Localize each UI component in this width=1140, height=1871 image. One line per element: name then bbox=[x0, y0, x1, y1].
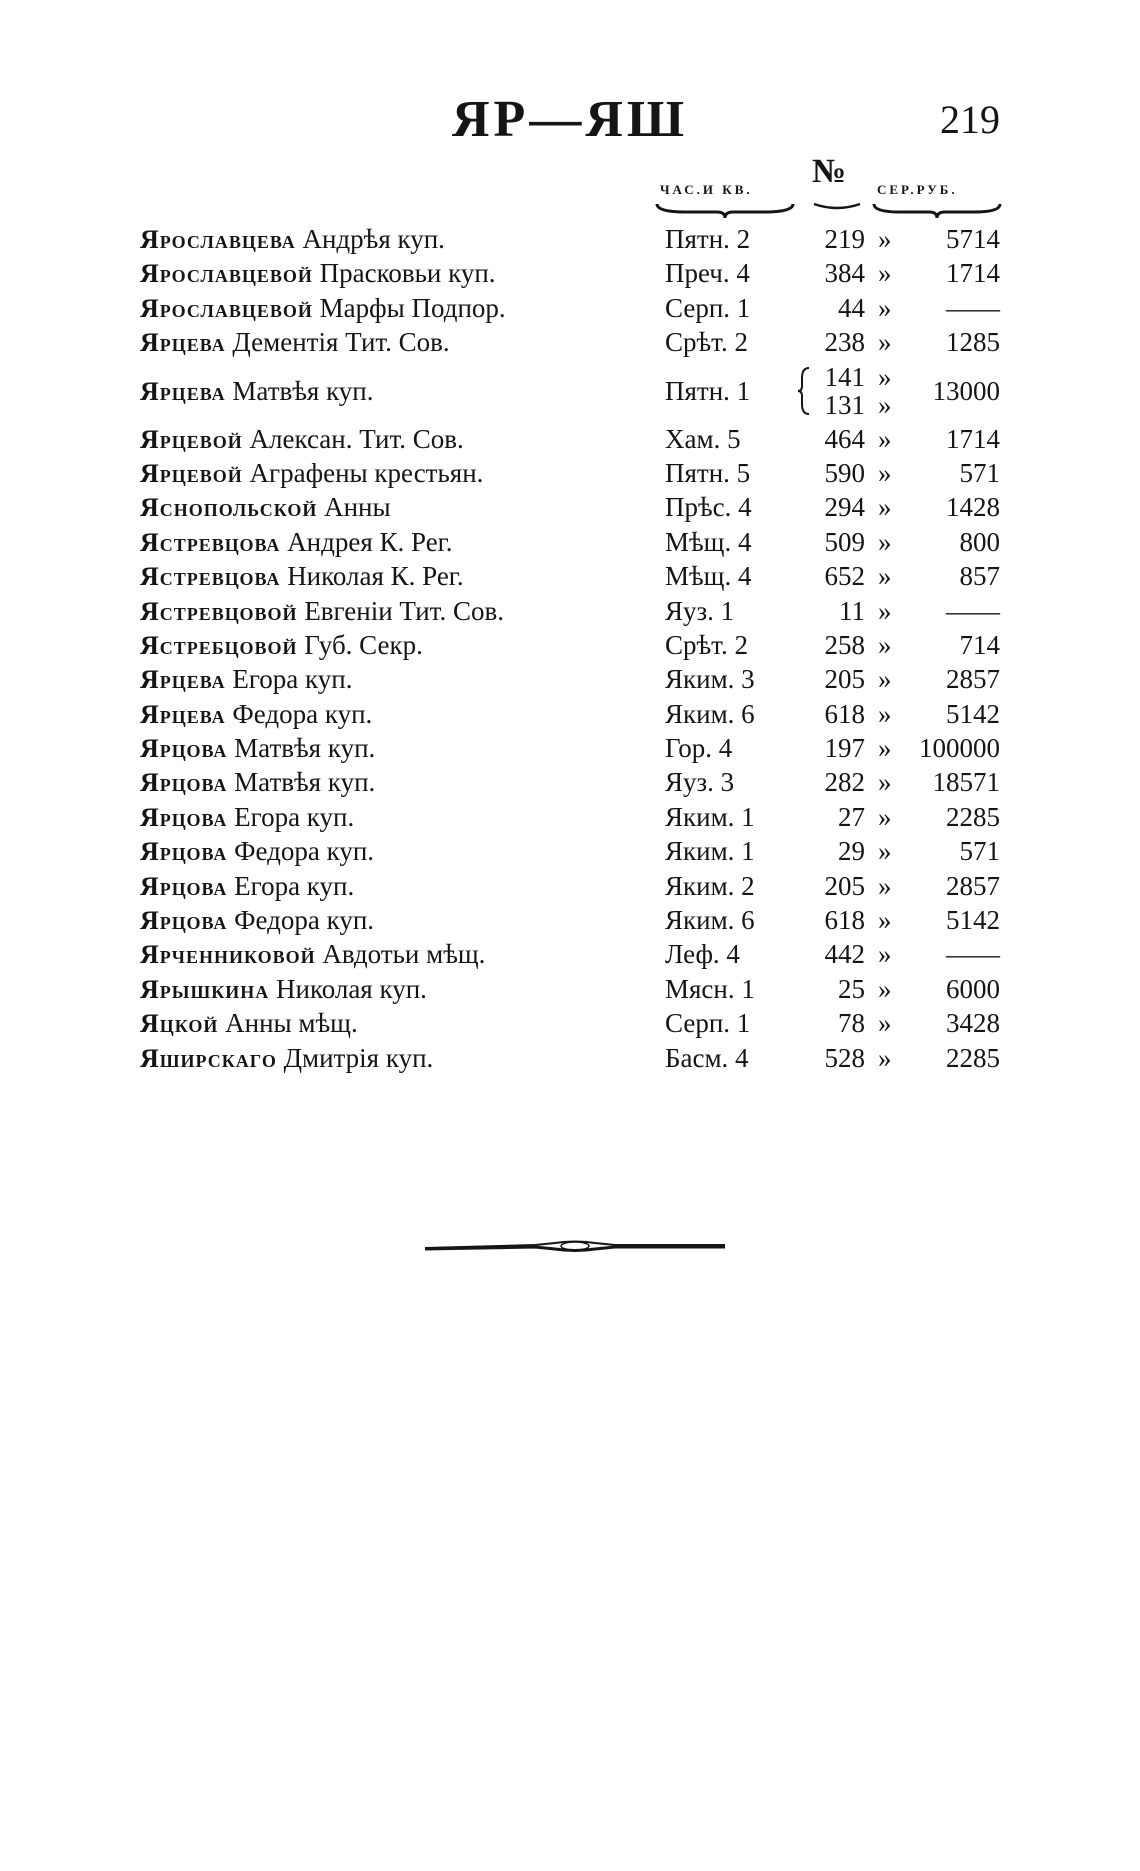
entry-surname: Ястребцовой bbox=[140, 630, 298, 660]
entry-part: Яким. 3 bbox=[665, 664, 755, 695]
entry-surname: Ярцева bbox=[140, 376, 226, 406]
entry-part: Прѣс. 4 bbox=[665, 492, 752, 523]
entry-given-name: Авдотьи мѣщ. bbox=[322, 939, 486, 970]
entry-amount: 1714 bbox=[946, 258, 1000, 289]
entry-given-name: Матвѣя куп. bbox=[234, 767, 376, 798]
entry-mark: » bbox=[878, 224, 892, 254]
entry-name bbox=[140, 834, 374, 869]
entry-number: 141 bbox=[824, 361, 865, 392]
table-row bbox=[0, 325, 1140, 359]
entry-surname: Яцкой bbox=[140, 1009, 219, 1039]
entry-amount: 2285 bbox=[946, 1042, 1000, 1073]
entry-name bbox=[140, 1041, 433, 1076]
page-number: 219 bbox=[940, 97, 1000, 142]
entry-number: 652 bbox=[824, 561, 865, 592]
entry-amount: —— bbox=[946, 595, 1000, 626]
table-row bbox=[0, 256, 1140, 290]
entry-part: Срѣт. 2 bbox=[665, 327, 748, 358]
entry-surname: Ярославцева bbox=[140, 225, 296, 254]
entry-part: Гор. 4 bbox=[665, 733, 733, 764]
entry-part: Серп. 1 bbox=[665, 1008, 751, 1039]
end-ornament bbox=[425, 1236, 725, 1256]
entry-amount: 2285 bbox=[946, 801, 1000, 832]
entry-name bbox=[140, 256, 496, 291]
entry-surname: Ястревцовой bbox=[140, 596, 298, 626]
entry-mark: » bbox=[878, 389, 892, 420]
entry-mark: » bbox=[878, 836, 892, 867]
entry-name bbox=[140, 422, 464, 457]
entry-number: 618 bbox=[824, 698, 865, 729]
entry-surname: Ярцева bbox=[140, 699, 226, 729]
table-row bbox=[0, 731, 1140, 765]
entry-name bbox=[140, 1006, 358, 1041]
entry-mark: » bbox=[878, 870, 892, 901]
entry-surname: Ярцова bbox=[140, 837, 228, 867]
entry-mark: » bbox=[878, 526, 892, 557]
entry-number: 238 bbox=[824, 327, 865, 358]
table-row bbox=[0, 765, 1140, 799]
entry-number: 618 bbox=[824, 905, 865, 936]
entry-part: Хам. 5 bbox=[665, 423, 741, 454]
entry-given-name: Евгеніи Тит. Сов. bbox=[304, 595, 504, 626]
entry-given-name: Федора куп. bbox=[234, 905, 375, 936]
table-row bbox=[0, 628, 1140, 662]
entry-amount: 857 bbox=[959, 561, 1000, 592]
entry-mark: » bbox=[878, 767, 892, 798]
entry-mark: » bbox=[878, 258, 892, 289]
entry-given-name: Андрѣя куп. bbox=[302, 224, 445, 254]
entry-mark: » bbox=[878, 492, 892, 523]
entry-name bbox=[140, 972, 427, 1007]
entry-part: Яуз. 1 bbox=[665, 595, 735, 626]
entry-amount: 571 bbox=[959, 836, 1000, 867]
entry-given-name: Андрея К. Рег. bbox=[287, 526, 453, 557]
entry-surname: Ярославцевой bbox=[140, 259, 313, 289]
entry-part: Срѣт. 2 bbox=[665, 629, 748, 660]
entry-mark: » bbox=[878, 292, 892, 323]
entry-part: Леф. 4 bbox=[665, 939, 740, 970]
entry-surname: Ярцева bbox=[140, 665, 226, 695]
entry-given-name: Анны bbox=[324, 492, 391, 523]
entry-number: 44 bbox=[838, 292, 865, 323]
entry-number: 25 bbox=[838, 973, 865, 1004]
entry-surname: Ястревцова bbox=[140, 527, 281, 557]
table-row bbox=[0, 222, 1140, 256]
entry-given-name: Егора куп. bbox=[234, 870, 355, 901]
entry-number: 464 bbox=[824, 423, 865, 454]
column-header-number: № bbox=[812, 153, 847, 190]
entry-mark: » bbox=[878, 361, 892, 392]
entry-number: 590 bbox=[824, 457, 865, 488]
entry-number: 509 bbox=[824, 526, 865, 557]
table-row bbox=[0, 834, 1140, 868]
entry-surname: Ярославцевой bbox=[140, 293, 313, 323]
table-row bbox=[0, 697, 1140, 731]
table-row bbox=[0, 937, 1140, 971]
entry-given-name: Матвѣя куп. bbox=[232, 375, 374, 406]
entry-surname: Ярцова bbox=[140, 734, 228, 764]
entry-number: 27 bbox=[838, 801, 865, 832]
entry-given-name: Николая куп. bbox=[276, 973, 427, 1004]
entry-surname: Ярцева bbox=[140, 328, 226, 358]
column-header-ser-rub: СЕР.РУБ. bbox=[877, 182, 958, 197]
entry-given-name: Дементія Тит. Сов. bbox=[232, 327, 450, 358]
entry-given-name: Прасковьи куп. bbox=[319, 258, 496, 289]
entry-name bbox=[140, 937, 485, 972]
entry-given-name: Егора куп. bbox=[234, 801, 355, 832]
entry-mark: » bbox=[878, 423, 892, 454]
entry-surname: Ярченниковой bbox=[140, 940, 316, 970]
entry-amount: —— bbox=[946, 292, 1000, 323]
entry-surname: Ярцевой bbox=[140, 424, 243, 454]
entry-number: 282 bbox=[824, 767, 865, 798]
entry-name bbox=[140, 765, 375, 800]
table-row bbox=[0, 800, 1140, 834]
table-row bbox=[0, 291, 1140, 325]
entry-surname: Яснопольской bbox=[140, 493, 318, 523]
entry-mark: » bbox=[878, 664, 892, 695]
entry-number: 11 bbox=[839, 595, 865, 626]
header-brace-chast bbox=[655, 200, 795, 220]
entry-name bbox=[140, 697, 372, 732]
entry-amount: 5714 bbox=[946, 224, 1000, 254]
table-row bbox=[0, 456, 1140, 490]
entry-part: Яким. 6 bbox=[665, 905, 755, 936]
entry-number: 384 bbox=[824, 258, 865, 289]
entry-mark: » bbox=[878, 561, 892, 592]
entry-amount: 714 bbox=[959, 629, 1000, 660]
table-row bbox=[0, 490, 1140, 524]
entry-mark: » bbox=[878, 939, 892, 970]
entry-mark: » bbox=[878, 905, 892, 936]
entry-name bbox=[140, 222, 445, 257]
register-table bbox=[0, 222, 1140, 1075]
entry-name bbox=[140, 360, 374, 423]
entry-surname: Ярцова bbox=[140, 871, 228, 901]
table-row bbox=[0, 422, 1140, 456]
entry-number: 442 bbox=[824, 939, 865, 970]
entry-given-name: Егора куп. bbox=[232, 664, 353, 695]
entry-name bbox=[140, 456, 483, 491]
entry-name bbox=[140, 800, 354, 835]
entry-part: Преч. 4 bbox=[665, 258, 750, 289]
entry-name bbox=[140, 903, 374, 938]
entry-mark: » bbox=[878, 1042, 892, 1073]
entry-number: 205 bbox=[824, 870, 865, 901]
entry-part: Пятн. 1 bbox=[665, 375, 751, 406]
entry-mark-stack bbox=[878, 360, 892, 422]
entry-number: 528 bbox=[824, 1042, 865, 1073]
entry-surname: Ярцова bbox=[140, 768, 228, 798]
entry-name bbox=[140, 731, 375, 766]
table-row bbox=[0, 594, 1140, 628]
entry-name bbox=[140, 325, 450, 360]
table-row bbox=[0, 972, 1140, 1006]
entry-amount: —— bbox=[946, 939, 1000, 970]
entry-name bbox=[140, 291, 506, 326]
entry-mark: » bbox=[878, 1008, 892, 1039]
entry-part: Басм. 4 bbox=[665, 1042, 749, 1073]
entry-given-name: Матвѣя куп. bbox=[234, 733, 376, 764]
page-title: ЯР—ЯШ bbox=[452, 91, 688, 148]
entry-number-stack bbox=[795, 360, 865, 422]
table-row bbox=[0, 559, 1140, 593]
entry-amount: 800 bbox=[959, 526, 1000, 557]
entry-number: 294 bbox=[824, 492, 865, 523]
table-row bbox=[0, 1006, 1140, 1040]
entry-part: Яким. 6 bbox=[665, 698, 755, 729]
entry-part: Яким. 2 bbox=[665, 870, 755, 901]
table-row bbox=[0, 360, 1140, 422]
entry-part: Пятн. 2 bbox=[665, 224, 751, 254]
entry-given-name: Дмитрія куп. bbox=[283, 1042, 434, 1073]
entry-number: 29 bbox=[838, 836, 865, 867]
entry-mark: » bbox=[878, 629, 892, 660]
entry-given-name: Алексан. Тит. Сов. bbox=[249, 423, 464, 454]
entry-mark: » bbox=[878, 973, 892, 1004]
entry-amount: 1285 bbox=[946, 327, 1000, 358]
entry-surname: Ярышкина bbox=[140, 974, 270, 1004]
entry-mark: » bbox=[878, 698, 892, 729]
entry-amount: 5142 bbox=[946, 905, 1000, 936]
entry-given-name: Федора куп. bbox=[232, 698, 373, 729]
entry-amount: 13000 bbox=[932, 375, 1000, 406]
entry-amount: 1714 bbox=[946, 423, 1000, 454]
entry-surname: Ярцова bbox=[140, 802, 228, 832]
entry-part: Яким. 1 bbox=[665, 801, 755, 832]
entry-part: Яким. 1 bbox=[665, 836, 755, 867]
entry-given-name: Аграфены крестьян. bbox=[249, 457, 484, 488]
entry-amount: 5142 bbox=[946, 698, 1000, 729]
entry-given-name: Николая К. Рег. bbox=[287, 561, 464, 592]
entry-amount: 18571 bbox=[932, 767, 1000, 798]
entry-part: Мѣщ. 4 bbox=[665, 526, 752, 557]
header-brace-number bbox=[812, 200, 862, 214]
entry-amount: 1428 bbox=[946, 492, 1000, 523]
entry-part: Яуз. 3 bbox=[665, 767, 735, 798]
column-header-chast: ЧАС.И КВ. bbox=[660, 182, 753, 197]
entry-amount: 3428 bbox=[946, 1008, 1000, 1039]
table-row bbox=[0, 525, 1140, 559]
table-row bbox=[0, 662, 1140, 696]
entry-amount: 2857 bbox=[946, 664, 1000, 695]
entry-amount: 6000 bbox=[946, 973, 1000, 1004]
entry-amount: 2857 bbox=[946, 870, 1000, 901]
entry-name bbox=[140, 559, 464, 594]
entry-mark: » bbox=[878, 457, 892, 488]
entry-amount: 571 bbox=[959, 457, 1000, 488]
entry-name bbox=[140, 490, 391, 525]
entry-given-name: Федора куп. bbox=[234, 836, 375, 867]
entry-name bbox=[140, 662, 352, 697]
table-row bbox=[0, 1041, 1140, 1075]
entry-mark: » bbox=[878, 733, 892, 764]
entry-name bbox=[140, 628, 423, 663]
entry-surname: Ярцова bbox=[140, 906, 228, 936]
entry-mark: » bbox=[878, 595, 892, 626]
entry-number: 258 bbox=[824, 629, 865, 660]
entry-given-name: Губ. Секр. bbox=[304, 629, 423, 660]
entry-amount: 100000 bbox=[919, 733, 1000, 764]
entry-name bbox=[140, 869, 354, 904]
entry-surname: Ястревцова bbox=[140, 562, 281, 592]
entry-part: Пятн. 5 bbox=[665, 457, 751, 488]
entry-mark: » bbox=[878, 327, 892, 358]
entry-mark: » bbox=[878, 801, 892, 832]
header-brace-ser-rub bbox=[872, 200, 1002, 220]
entry-number: 219 bbox=[824, 224, 865, 254]
entry-number: 197 bbox=[824, 733, 865, 764]
entry-given-name: Марфы Подпор. bbox=[319, 292, 506, 323]
entry-part: Мѣщ. 4 bbox=[665, 561, 752, 592]
entry-name bbox=[140, 525, 452, 560]
entry-part: Мясн. 1 bbox=[665, 973, 755, 1004]
entry-number: 78 bbox=[838, 1008, 865, 1039]
entry-name bbox=[140, 594, 504, 629]
table-row bbox=[0, 903, 1140, 937]
entry-number: 131 bbox=[824, 389, 865, 420]
entry-part: Серп. 1 bbox=[665, 292, 751, 323]
table-row bbox=[0, 869, 1140, 903]
entry-given-name: Анны мѣщ. bbox=[225, 1008, 358, 1039]
entry-number: 205 bbox=[824, 664, 865, 695]
entry-surname: Ярцевой bbox=[140, 458, 243, 488]
entry-surname: Яширскаго bbox=[140, 1043, 277, 1073]
